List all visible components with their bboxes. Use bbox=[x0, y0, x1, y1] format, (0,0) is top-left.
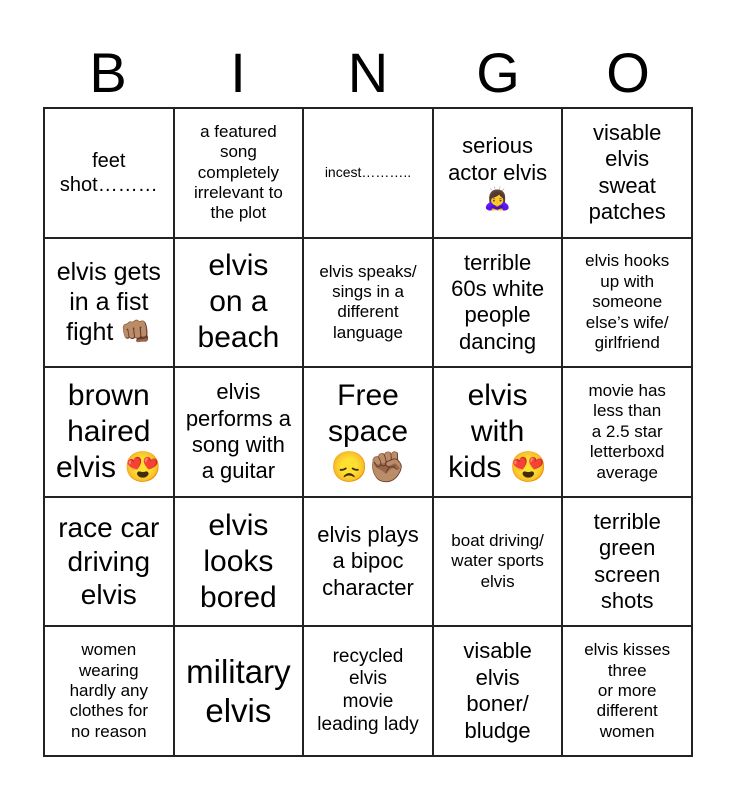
header-letter-i: I bbox=[230, 41, 246, 104]
bingo-cell[interactable]: Free space 😞✊🏽 bbox=[303, 367, 433, 497]
bingo-cell[interactable]: visable elvis sweat patches bbox=[562, 108, 692, 238]
bingo-cell[interactable]: brown haired elvis 😍 bbox=[44, 367, 174, 497]
bingo-cell[interactable]: race car driving elvis bbox=[44, 497, 174, 627]
header-letter-o: O bbox=[606, 41, 650, 104]
header-letter-g: G bbox=[476, 41, 520, 104]
bingo-cell[interactable]: elvis hooks up with someone else’s wife/ girlfriend bbox=[562, 238, 692, 368]
bingo-header bbox=[43, 40, 693, 106]
bingo-cell[interactable]: elvis gets in a fist fight 👊🏽 bbox=[44, 238, 174, 368]
bingo-cell[interactable]: elvis kisses three or more different women bbox=[562, 626, 692, 756]
bingo-cell[interactable]: boat driving/ water sports elvis bbox=[433, 497, 563, 627]
bingo-cell[interactable]: military elvis bbox=[174, 626, 304, 756]
bingo-cell[interactable]: elvis looks bored bbox=[174, 497, 304, 627]
bingo-cell[interactable]: recycled elvis movie leading lady bbox=[303, 626, 433, 756]
bingo-cell[interactable]: movie has less than a 2.5 star letterboxd average bbox=[562, 367, 692, 497]
bingo-cell[interactable]: women wearing hardly any clothes for no reason bbox=[44, 626, 174, 756]
bingo-cell[interactable]: elvis with kids 😍 bbox=[433, 367, 563, 497]
bingo-cell[interactable]: terrible 60s white people dancing bbox=[433, 238, 563, 368]
bingo-cell[interactable]: terrible green screen shots bbox=[562, 497, 692, 627]
bingo-cell[interactable]: elvis plays a bipoc character bbox=[303, 497, 433, 627]
bingo-cell[interactable]: visable elvis boner/ bludge bbox=[433, 626, 563, 756]
bingo-cell[interactable]: incest……….. bbox=[303, 108, 433, 238]
bingo-cell[interactable]: a featured song completely irrelevant to the plot bbox=[174, 108, 304, 238]
header-letter-b: B bbox=[89, 41, 127, 104]
bingo-cell[interactable]: serious actor elvis 🙇‍♀️ bbox=[433, 108, 563, 238]
bingo-cell[interactable]: feet shot……… bbox=[44, 108, 174, 238]
bingo-cell[interactable]: elvis performs a song with a guitar bbox=[174, 367, 304, 497]
bingo-cell[interactable]: elvis speaks/ sings in a different language bbox=[303, 238, 433, 368]
bingo-grid bbox=[43, 107, 693, 757]
bingo-cell[interactable]: elvis on a beach bbox=[174, 238, 304, 368]
header-letter-n: N bbox=[347, 41, 389, 104]
